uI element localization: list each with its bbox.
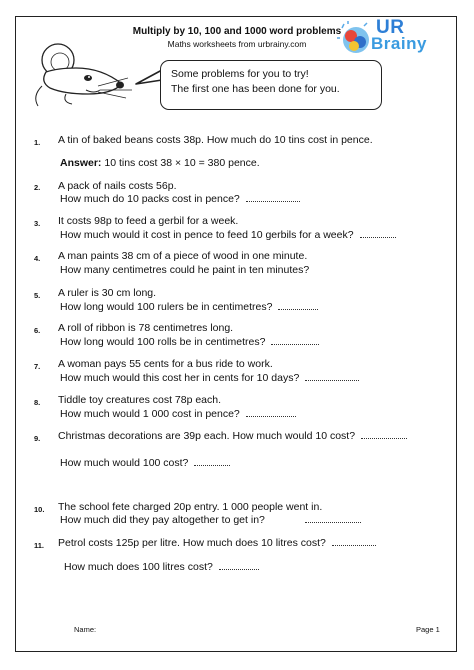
speech-bubble bbox=[160, 60, 382, 110]
question-number: 7. bbox=[34, 362, 41, 371]
answer-blank[interactable] bbox=[246, 193, 300, 202]
question-text: How much did they pay altogether to get in? bbox=[60, 514, 361, 526]
question-text: How much would 1 000 cost in pence? bbox=[60, 408, 296, 420]
bubble-line-2: The first one has been done for you. bbox=[171, 83, 340, 95]
question-text: A woman pays 55 cents for a bus ride to work. bbox=[58, 358, 273, 370]
question-text: A roll of ribbon is 78 centimetres long. bbox=[58, 322, 234, 334]
answer-example bbox=[60, 157, 260, 169]
worksheet-title: Multiply by 10, 100 and 1000 word problems bbox=[132, 26, 342, 37]
question-text: It costs 98p to feed a gerbil for a week. bbox=[58, 215, 239, 227]
question-number: 11. bbox=[34, 541, 45, 550]
question-number: 8. bbox=[34, 398, 41, 407]
answer-blank[interactable] bbox=[246, 408, 296, 417]
question-text: A tin of baked beans costs 38p. How much do 10 tins cost in pence. bbox=[58, 134, 373, 146]
answer-label: Answer: bbox=[60, 157, 102, 169]
answer-text: 10 tins cost 38 × 10 = 380 pence. bbox=[104, 157, 260, 169]
answer-blank[interactable] bbox=[278, 301, 318, 310]
bubble-line-1: Some problems for you to try! bbox=[171, 68, 309, 80]
question-text: How much would 100 cost? bbox=[60, 457, 230, 469]
answer-blank[interactable] bbox=[305, 514, 361, 523]
answer-blank[interactable] bbox=[332, 537, 376, 546]
page-number: Page 1 bbox=[416, 625, 440, 634]
mouse-illustration bbox=[28, 38, 140, 110]
question-text: How much does 100 litres cost? bbox=[64, 561, 259, 573]
question-number: 10. bbox=[34, 505, 45, 514]
question-text: A pack of nails costs 56p. bbox=[58, 180, 177, 192]
question-text: Petrol costs 125p per litre. How much does 10 litres cost? bbox=[58, 537, 376, 549]
question-number: 2. bbox=[34, 183, 41, 192]
question-text: How much would it cost in pence to feed 10 gerbils for a week? bbox=[60, 229, 396, 241]
question-number: 3. bbox=[34, 219, 41, 228]
question-number: 4. bbox=[34, 254, 41, 263]
question-text: How much would this cost her in cents for 10 days? bbox=[60, 372, 359, 384]
question-text: The school fete charged 20p entry. 1 000 people went in. bbox=[58, 501, 323, 513]
question-number: 5. bbox=[34, 291, 41, 300]
question-text: How much do 10 packs cost in pence? bbox=[60, 193, 300, 205]
logo-brainy-text: Brainy bbox=[371, 34, 427, 53]
answer-blank[interactable] bbox=[360, 229, 396, 238]
page-border bbox=[15, 16, 457, 652]
logo-ur-text: UR bbox=[376, 17, 405, 38]
question-text: Tiddle toy creatures cost 78p each. bbox=[58, 394, 222, 406]
question-text: A man paints 38 cm of a piece of wood in one minute. bbox=[58, 250, 308, 262]
question-text: How many centimetres could he paint in ten minutes? bbox=[60, 264, 310, 276]
answer-blank[interactable] bbox=[361, 430, 407, 439]
question-number: 1. bbox=[34, 138, 41, 147]
answer-blank[interactable] bbox=[305, 372, 359, 381]
question-text: A ruler is 30 cm long. bbox=[58, 287, 157, 299]
question-text: How long would 100 rulers be in centimetres? bbox=[60, 301, 318, 313]
answer-blank[interactable] bbox=[271, 336, 319, 345]
name-label: Name: bbox=[74, 625, 97, 634]
question-number: 6. bbox=[34, 326, 41, 335]
answer-blank[interactable] bbox=[194, 457, 230, 466]
question-text: Christmas decorations are 39p each. How much would 10 cost? bbox=[58, 430, 407, 442]
question-text: How long would 100 rolls be in centimetres? bbox=[60, 336, 319, 348]
question-number: 9. bbox=[34, 434, 41, 443]
answer-blank[interactable] bbox=[219, 561, 259, 570]
worksheet-subtitle: Maths worksheets from urbrainy.com bbox=[167, 39, 307, 49]
